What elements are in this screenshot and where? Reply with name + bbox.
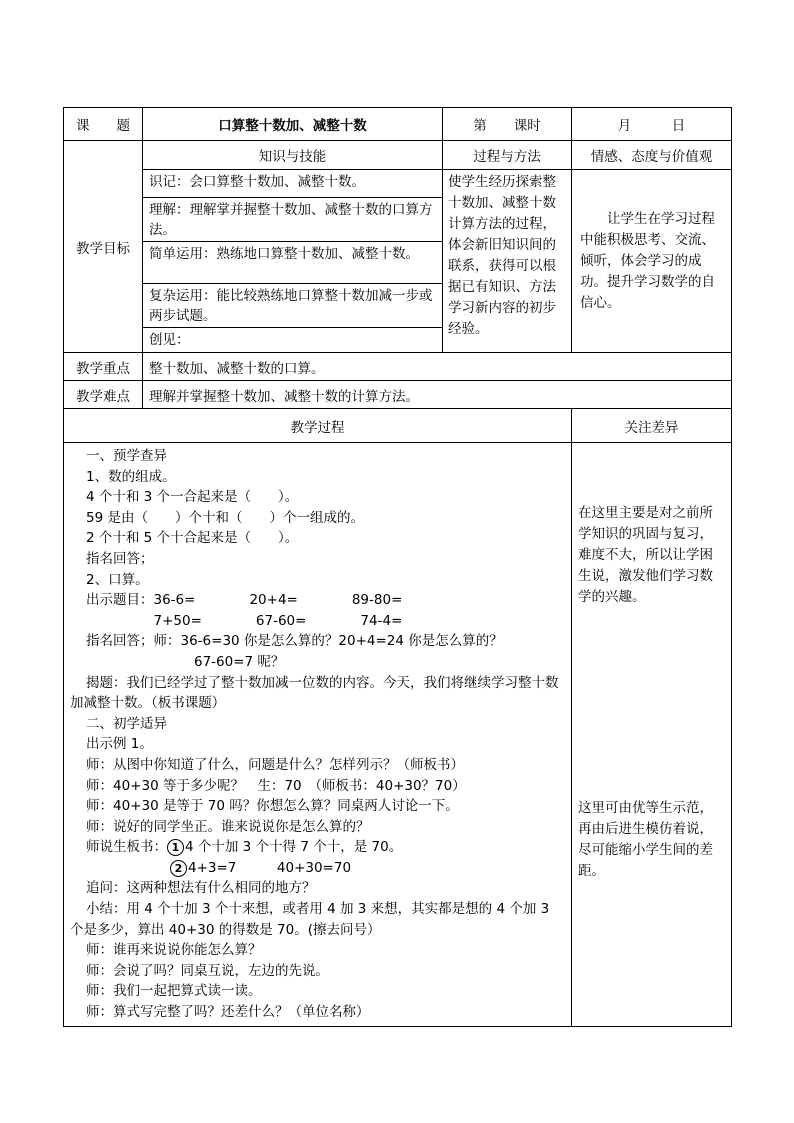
- process-goal-text: 使学生经历探索整十数加、减整十数计算方法的过程，体会新旧知识间的联系，获得可以根据已有知识、方法学习新内容的初步经验。: [443, 170, 572, 353]
- period-label: 第 课时: [443, 108, 572, 141]
- process-line: 2、口算。: [86, 571, 149, 588]
- goal-creative: 创见：: [149, 332, 190, 348]
- process-line: 2 个十和 5 个十合起来是（ ）。: [86, 530, 299, 547]
- process-column-header: 过程与方法: [443, 141, 572, 170]
- process-line: 一、预学查异: [86, 448, 167, 464]
- goals-body-row: [64, 170, 732, 353]
- difficulty-row: [64, 381, 732, 409]
- process-line: 59 是由（ ）个十和（ ）个一组成的。: [86, 509, 364, 526]
- goals-label: 教学目标: [64, 141, 143, 353]
- key-point-row: [64, 353, 732, 381]
- attention-difference-notes: [572, 443, 732, 1027]
- difficulty-text: 理解并掌握整十数加、减整十数的计算方法。: [143, 381, 732, 409]
- process-header-row: [64, 409, 732, 443]
- lesson-title: 口算整十数加、减整十数: [143, 108, 443, 141]
- process-line: 指名回答；: [86, 550, 154, 567]
- circled-number-2: 2: [170, 860, 187, 877]
- teaching-process-content: [64, 443, 572, 1027]
- process-line: 1、数的组成。: [86, 468, 176, 485]
- lesson-plan-table: [63, 107, 732, 1027]
- difficulty-label: 教学难点: [64, 381, 143, 409]
- process-line: [70, 858, 565, 879]
- date-label: 月 日: [572, 108, 732, 141]
- goals-subheader-row: [64, 141, 732, 170]
- header-row: [64, 108, 732, 141]
- side-note-review: 在这里主要是对之前所学知识的巩固与复习，难度不大，所以让学困生说，激发他们学习数学的兴趣。: [578, 505, 713, 605]
- attention-difference-header: 关注差异: [572, 409, 732, 443]
- process-line: 4 个十和 3 个一合起来是（ ）。: [86, 489, 299, 506]
- teaching-process-header: 教学过程: [64, 409, 572, 443]
- process-line: 师：我们一起把算式读一读。: [86, 983, 262, 1000]
- process-line: 二、初学适异: [86, 715, 167, 732]
- key-point-text: 整十数加、减整十数的口算。: [143, 353, 732, 381]
- process-line: 追问：这两种想法有什么相同的地方？: [86, 880, 316, 897]
- process-line: 师：40+30 等于多少呢？ 生：70 （师板书：40+30？70）: [86, 777, 466, 794]
- goal-understand: 理解：理解掌并握整十数加、减整十数的口算方法。: [143, 198, 442, 242]
- process-line: 师：从图中你知道了什么，问题是什么？怎样列示？（师板书）: [86, 756, 464, 773]
- process-line: 小结：用 4 个十加 3 个十来想，或者用 4 加 3 来想，其实都是想的 4 个加 3 个是多少，算出 40+30 的得数是 70。(擦去问号）: [70, 901, 550, 938]
- process-line: 7+50= 67-60= 74-4=: [86, 612, 403, 629]
- process-line: 师：谁再来说说你能怎么算？: [86, 942, 262, 959]
- circled-number-1: 1: [167, 839, 184, 856]
- key-point-label: 教学重点: [64, 353, 143, 381]
- process-line: 67-60=7 呢？: [86, 653, 285, 670]
- process-line: 指名回答；师：36-6=30 你是怎么算的？20+4=24 你是怎么算的？: [86, 633, 503, 650]
- process-line: 出示例 1。: [86, 736, 153, 753]
- process-line: 师：说好的同学坐正。谁来说说你是怎么算的？: [86, 818, 370, 835]
- process-line: 出示题目：36-6= 20+4= 89-80=: [86, 592, 403, 609]
- process-line: 师：算式写完整了吗？还差什么？（单位名称）: [86, 1004, 370, 1021]
- process-body-row: [64, 443, 732, 1027]
- process-line: 师：会说了吗？同桌互说，左边的先说。: [86, 962, 329, 979]
- goal-complex-apply: 复杂运用：能比较熟练地口算整十数加减一步或两步试题。: [143, 284, 442, 328]
- emotion-column-header: 情感、态度与价值观: [572, 141, 732, 170]
- process-line-text: 4 个十加 3 个十得 7 个十，是 70。: [185, 839, 403, 856]
- process-line-text: 4+3=7 40+30=70: [188, 859, 352, 876]
- topic-label: 课 题: [64, 108, 143, 141]
- emotion-goal-text: 让学生在学习过程中能积极思考、交流、倾听，体会学习的成功。提升学习数学的自信心。: [572, 170, 732, 353]
- process-line: [70, 837, 565, 858]
- process-line: 师：40+30 是等于 70 吗？你想怎么算？同桌两人讨论一下。: [86, 798, 459, 815]
- side-note-modeling: 这里可由优等生示范，再由后进生模仿着说，尽可能缩小学生间的差距。: [578, 800, 713, 879]
- goal-simple-apply: 简单运用：熟练地口算整十数加、减整十数。: [143, 242, 442, 284]
- process-line: 揭题：我们已经学过了整十数加减一位数的内容。今天，我们将继续学习整十数加减整十数。（板书课题）: [70, 674, 559, 712]
- knowledge-goals-cell: [143, 170, 443, 353]
- goal-memorize: 识记：会口算整十数加、减整十数。: [143, 170, 442, 198]
- knowledge-column-header: 知识与技能: [143, 141, 443, 170]
- process-line-label: 师说生板书：: [86, 839, 167, 856]
